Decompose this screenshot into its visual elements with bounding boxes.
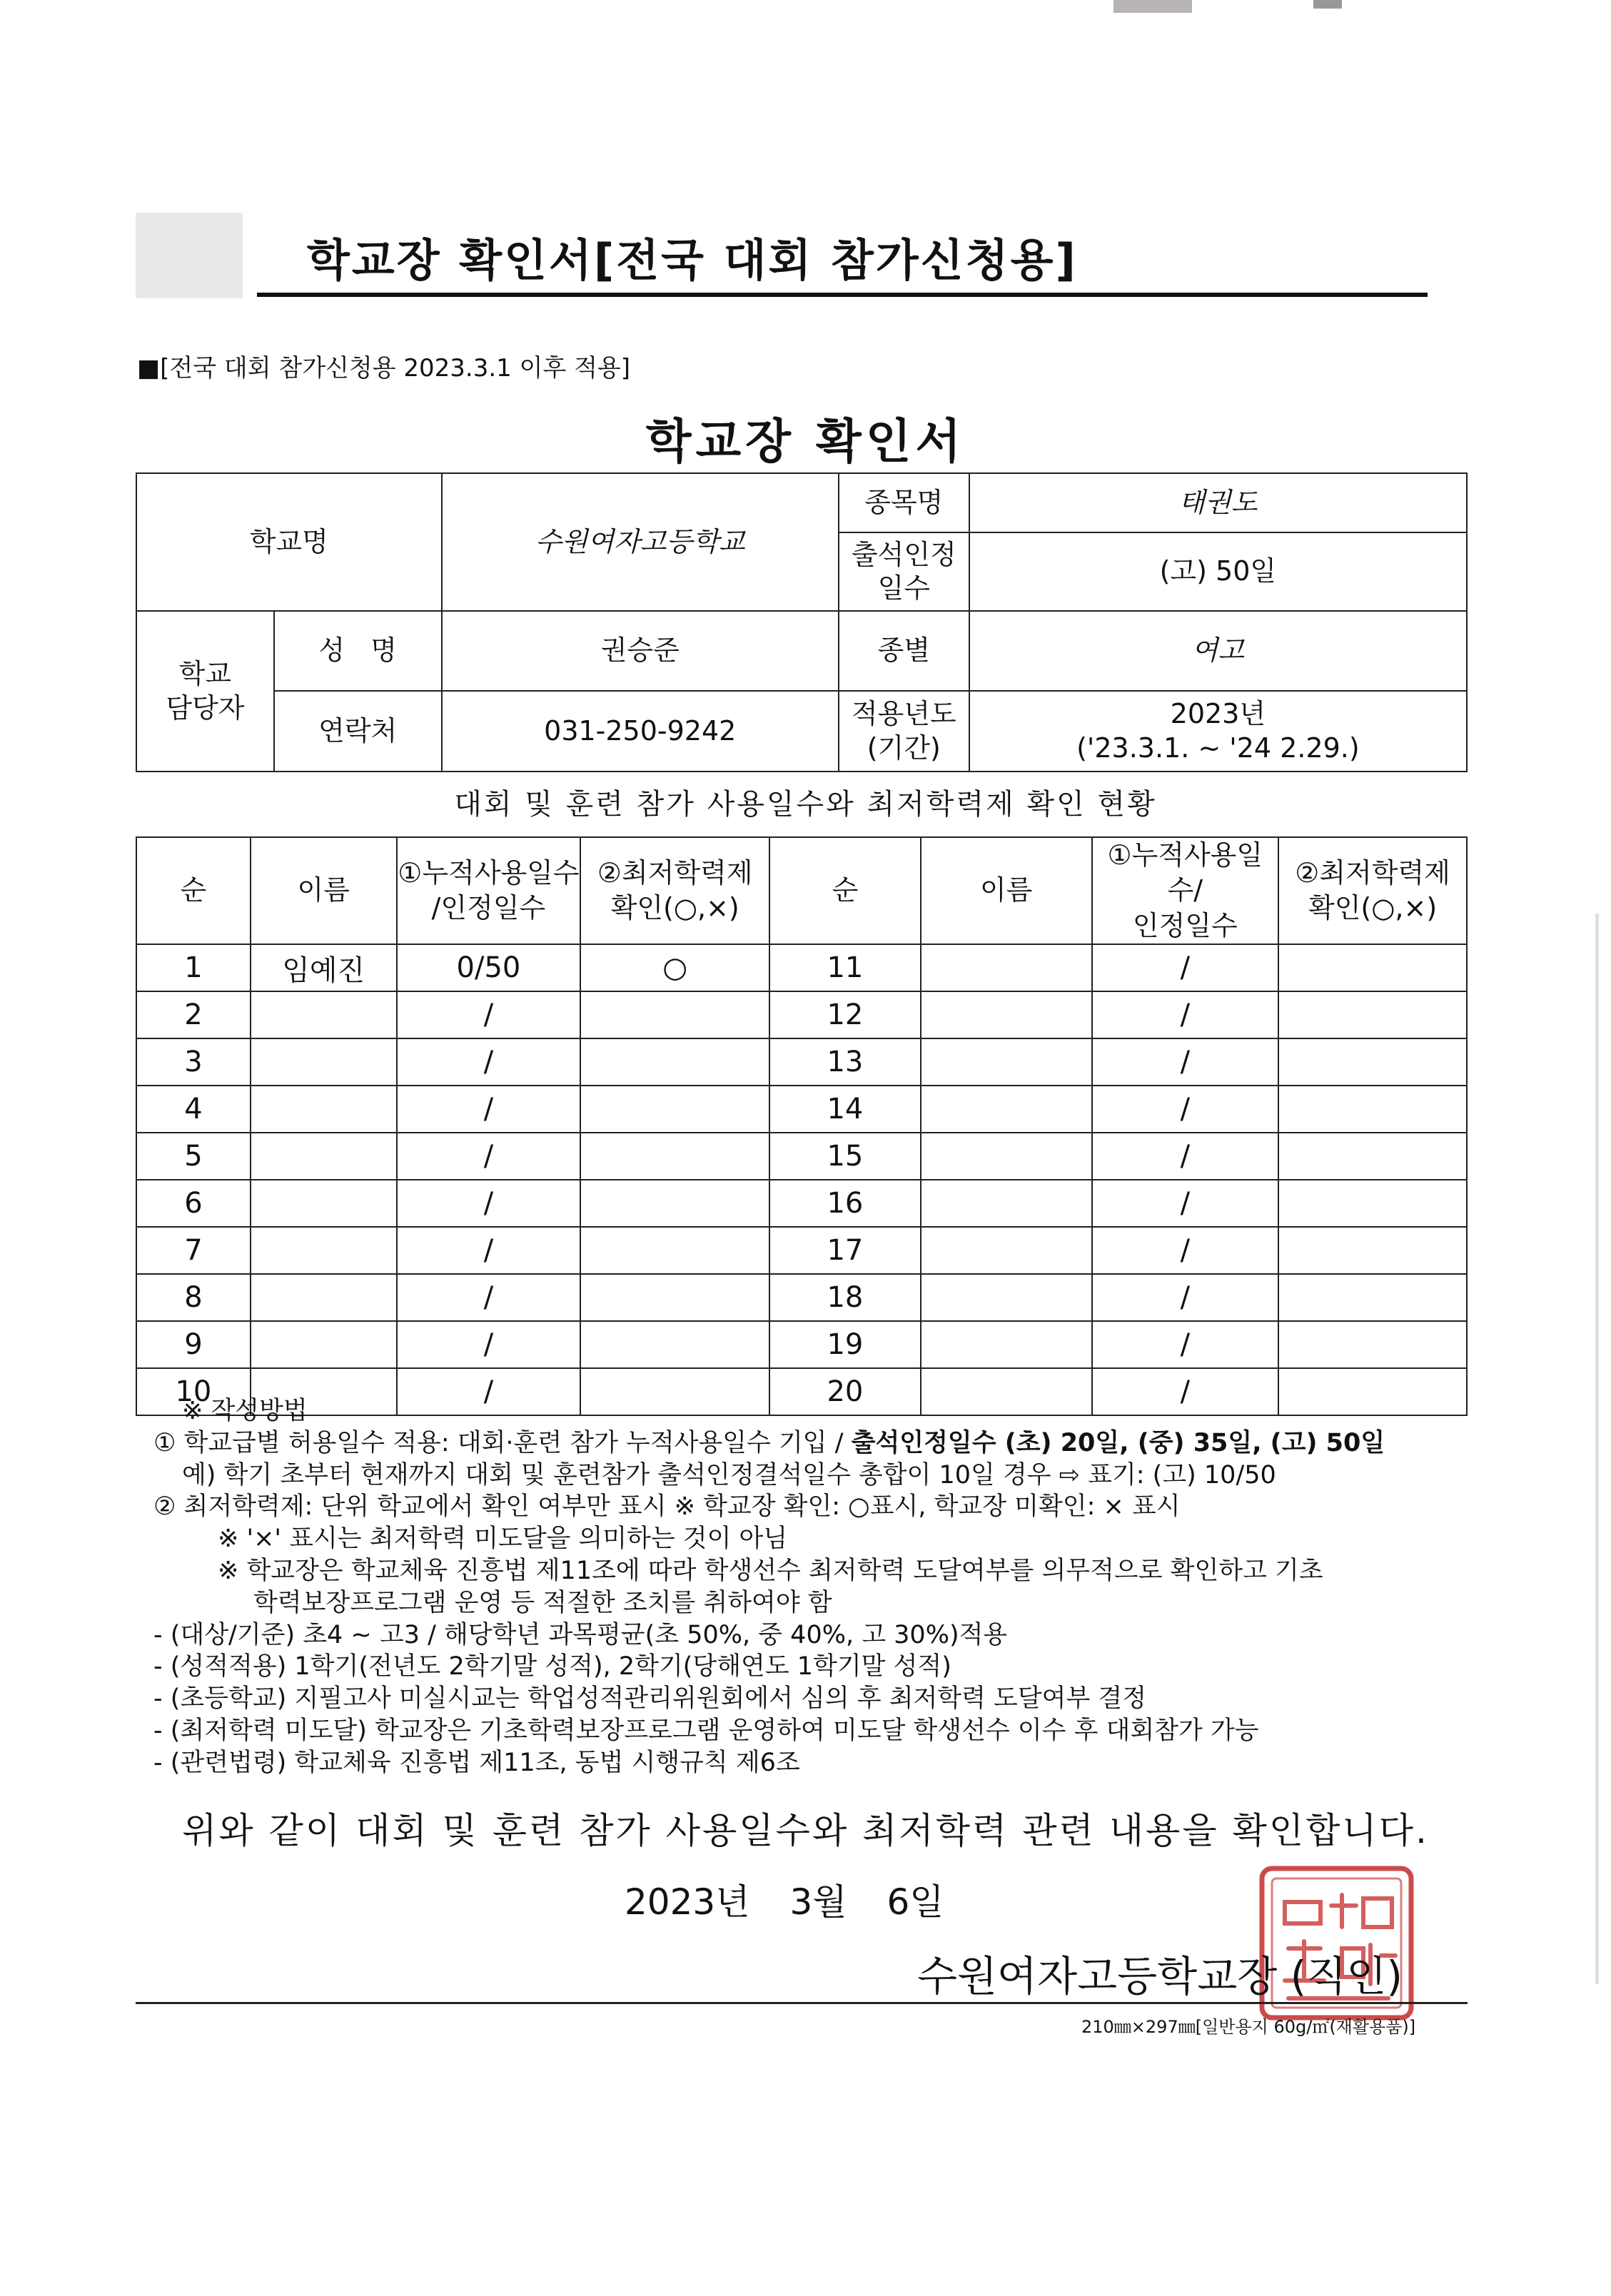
table-row xyxy=(136,991,1467,1038)
attendance-label xyxy=(839,532,969,611)
header-no-right: 순 xyxy=(769,837,921,944)
row-check-right xyxy=(1278,1086,1467,1133)
main-title: 학교장 확인서 xyxy=(645,414,966,469)
method-line-11: - (관련법령) 학교체육 진흥법 제11조, 동법 시행규칙 제6조 xyxy=(153,1748,800,1777)
row-number: 10 xyxy=(136,1368,251,1415)
row-number: 1 xyxy=(136,944,251,991)
row-name xyxy=(251,1133,397,1180)
row-name-right xyxy=(921,1133,1092,1180)
attendance-value: (고) 50일 xyxy=(969,532,1467,611)
table-row xyxy=(136,944,1467,991)
row-check xyxy=(580,991,769,1038)
row-check-right xyxy=(1278,1227,1467,1274)
header-check-line1: ②최저학력제 xyxy=(597,856,753,889)
row-check-right xyxy=(1278,1038,1467,1086)
contact-label: 연락처 xyxy=(274,691,442,772)
row-name xyxy=(251,1274,397,1321)
row-name-right xyxy=(921,991,1092,1038)
row-days: / xyxy=(397,1180,581,1227)
issue-date: 2023년 3월 6일 xyxy=(625,1881,944,1923)
row-days-right: / xyxy=(1092,1274,1279,1321)
row-name xyxy=(251,1227,397,1274)
header-check-right-line1: ②최저학력제 xyxy=(1295,856,1450,889)
row-number-right: 14 xyxy=(769,1086,921,1133)
header-check-right-line2: 확인(○,×) xyxy=(1308,892,1438,924)
row-number: 2 xyxy=(136,991,251,1038)
row-number-right: 16 xyxy=(769,1180,921,1227)
row-number: 9 xyxy=(136,1321,251,1368)
row-number-right: 13 xyxy=(769,1038,921,1086)
method-line-9: - (초등학교) 지필고사 미실시교는 학업성적관리위원회에서 심의 후 최저학력 도달여부 결정 xyxy=(153,1684,1147,1714)
table-row xyxy=(136,1180,1467,1227)
row-days-right: / xyxy=(1092,1180,1279,1227)
section-title: 대회 및 훈련 참가 사용일수와 최저학력제 확인 현황 xyxy=(454,788,1157,821)
row-check xyxy=(580,1321,769,1368)
sport-label: 종목명 xyxy=(839,473,969,532)
row-name xyxy=(251,1180,397,1227)
row-days: / xyxy=(397,1274,581,1321)
row-days: / xyxy=(397,1368,581,1415)
scan-mark xyxy=(1113,0,1192,13)
method-line-7: - (대상/기준) 초4 ~ 고3 / 해당학년 과목평균(초 50%, 중 40%, 고 30%)적용 xyxy=(153,1620,1008,1649)
kind-label: 종별 xyxy=(839,611,969,691)
row-name xyxy=(251,1038,397,1086)
table-row xyxy=(136,1321,1467,1368)
row-number-right: 11 xyxy=(769,944,921,991)
row-check xyxy=(580,1274,769,1321)
kind-value: 여고 xyxy=(969,611,1467,691)
row-days-right: / xyxy=(1092,1038,1279,1086)
row-days-right: / xyxy=(1092,991,1279,1038)
sport-value: 태권도 xyxy=(969,473,1467,532)
title-rule xyxy=(257,293,1428,297)
method-line-5: ※ 학교장은 학교체육 진흥법 제11조에 따라 학생선수 최저학력 도달여부를 의무적으로 확인하고 기초 xyxy=(218,1556,1323,1585)
row-name-right xyxy=(921,1321,1092,1368)
table-row xyxy=(136,1227,1467,1274)
header-days-line2: /인정일수 xyxy=(431,892,546,924)
row-check-right xyxy=(1278,944,1467,991)
row-check: ○ xyxy=(580,944,769,991)
contact-value: 031-250-9242 xyxy=(442,691,839,772)
row-name-right xyxy=(921,1038,1092,1086)
form-top-title: 학교장 확인서[전국 대회 참가신청용] xyxy=(307,234,1078,286)
header-name-right: 이름 xyxy=(921,837,1092,944)
attendance-label-line1: 출석인정 xyxy=(851,538,956,570)
row-days: / xyxy=(397,1038,581,1086)
manager-label-line2: 담당자 xyxy=(166,692,245,724)
method-line-1a: ① 학교급별 허용일수 적용: 대회·훈련 참가 누적사용일수 기입 / xyxy=(153,1428,852,1457)
header-check xyxy=(580,837,769,944)
header-days-right xyxy=(1092,837,1279,944)
participation-table xyxy=(136,836,1468,1416)
row-number: 8 xyxy=(136,1274,251,1321)
paper-spec: 210㎜×297㎜[일반용지 60g/㎡(재활용품)] xyxy=(1081,2017,1416,2037)
header-check-right xyxy=(1278,837,1467,944)
row-check xyxy=(580,1227,769,1274)
method-line-1b: 출석인정일수 (초) 20일, (중) 35일, (고) 50일 xyxy=(851,1428,1385,1457)
row-check xyxy=(580,1038,769,1086)
signer-line: 수원여자고등학교장 (직인) xyxy=(917,1952,1403,2001)
year-label-line2: (기간) xyxy=(867,732,941,764)
row-name-right xyxy=(921,944,1092,991)
school-label: 학교명 xyxy=(136,473,442,611)
year-value-line2: ('23.3.1. ~ '24 2.29.) xyxy=(1076,732,1360,764)
row-check-right xyxy=(1278,1321,1467,1368)
row-check-right xyxy=(1278,991,1467,1038)
method-line-10: - (최저학력 미도달) 학교장은 기초학력보장프로그램 운영하여 미도달 학생선수 이수 후 대회참가 가능 xyxy=(153,1716,1259,1745)
header-check-line2: 확인(○,×) xyxy=(610,892,739,924)
row-number-right: 12 xyxy=(769,991,921,1038)
row-check-right xyxy=(1278,1274,1467,1321)
year-label-line1: 적용년도 xyxy=(851,698,956,729)
row-days: / xyxy=(397,1133,581,1180)
row-number-right: 19 xyxy=(769,1321,921,1368)
form-subheading: ■[전국 대회 참가신청용 2023.3.1 이후 적용] xyxy=(137,354,631,383)
row-days-right: / xyxy=(1092,1086,1279,1133)
header-name: 이름 xyxy=(251,837,397,944)
year-label xyxy=(839,691,969,772)
row-name xyxy=(251,991,397,1038)
row-check xyxy=(580,1133,769,1180)
header-no: 순 xyxy=(136,837,251,944)
name-label: 성 명 xyxy=(274,611,442,691)
table-row xyxy=(136,1086,1467,1133)
row-number: 4 xyxy=(136,1086,251,1133)
scan-mark xyxy=(1313,0,1342,9)
method-line-8: - (성적적용) 1학기(전년도 2학기말 성적), 2학기(당해연도 1학기말 성적) xyxy=(153,1652,951,1681)
row-number: 7 xyxy=(136,1227,251,1274)
method-notes xyxy=(153,1395,1385,1779)
row-days-right: / xyxy=(1092,1133,1279,1180)
row-days-right: / xyxy=(1092,1368,1279,1415)
row-name: 임예진 xyxy=(251,944,397,991)
row-number-right: 18 xyxy=(769,1274,921,1321)
table-row xyxy=(136,1274,1467,1321)
row-name-right xyxy=(921,1180,1092,1227)
method-line-4: ※ '×' 표시는 최저학력 미도달을 의미하는 것이 아님 xyxy=(218,1524,788,1554)
scan-smudge xyxy=(136,213,243,298)
row-check xyxy=(580,1180,769,1227)
attendance-label-line2: 일수 xyxy=(877,572,931,604)
row-number: 5 xyxy=(136,1133,251,1180)
row-number: 6 xyxy=(136,1180,251,1227)
row-days-right: / xyxy=(1092,1227,1279,1274)
row-number: 3 xyxy=(136,1038,251,1086)
bottom-rule xyxy=(136,2002,1468,2004)
row-days-right: / xyxy=(1092,1321,1279,1368)
row-check-right xyxy=(1278,1180,1467,1227)
header-days xyxy=(397,837,581,944)
manager-label xyxy=(136,611,274,772)
name-value: 권승준 xyxy=(442,611,839,691)
year-value-line1: 2023년 xyxy=(1170,698,1266,729)
header-days-line1: ①누적사용일수 xyxy=(398,856,580,889)
method-title: ※ 작성방법 xyxy=(182,1397,308,1425)
header-days-right-line1: ①누적사용일수/ xyxy=(1107,839,1263,906)
row-number-right: 15 xyxy=(769,1133,921,1180)
confirmation-statement: 위와 같이 대회 및 훈련 참가 사용일수와 최저학력 관련 내용을 확인합니다. xyxy=(182,1810,1429,1851)
info-table xyxy=(136,472,1468,772)
row-name-right xyxy=(921,1086,1092,1133)
row-days: / xyxy=(397,991,581,1038)
row-days: / xyxy=(397,1321,581,1368)
row-number-right: 20 xyxy=(769,1368,921,1415)
row-check xyxy=(580,1086,769,1133)
year-value xyxy=(969,691,1467,772)
header-days-right-line2: 인정일수 xyxy=(1132,909,1238,941)
row-name xyxy=(251,1086,397,1133)
table-row xyxy=(136,1038,1467,1086)
table-row xyxy=(136,1133,1467,1180)
row-days: / xyxy=(397,1227,581,1274)
row-name-right xyxy=(921,1227,1092,1274)
row-name-right xyxy=(921,1274,1092,1321)
row-check-right xyxy=(1278,1133,1467,1180)
school-value: 수원여자고등학교 xyxy=(442,473,839,611)
row-days: 0/50 xyxy=(397,944,581,991)
row-number-right: 17 xyxy=(769,1227,921,1274)
row-days: / xyxy=(397,1086,581,1133)
row-days-right: / xyxy=(1092,944,1279,991)
participation-rows xyxy=(136,944,1467,1415)
method-line-3: ② 최저학력제: 단위 학교에서 확인 여부만 표시 ※ 학교장 확인: ○표시, 학교장 미확인: × 표시 xyxy=(153,1492,1181,1522)
method-line-6: 학력보장프로그램 운영 등 적절한 조치를 취하여야 함 xyxy=(253,1588,832,1617)
row-name xyxy=(251,1321,397,1368)
manager-label-line1: 학교 xyxy=(178,658,232,689)
method-line-2: 예) 학기 초부터 현재까지 대회 및 훈련참가 출석인정결석일수 총합이 10일 경우 ⇨ 표기: (고) 10/50 xyxy=(182,1460,1276,1490)
